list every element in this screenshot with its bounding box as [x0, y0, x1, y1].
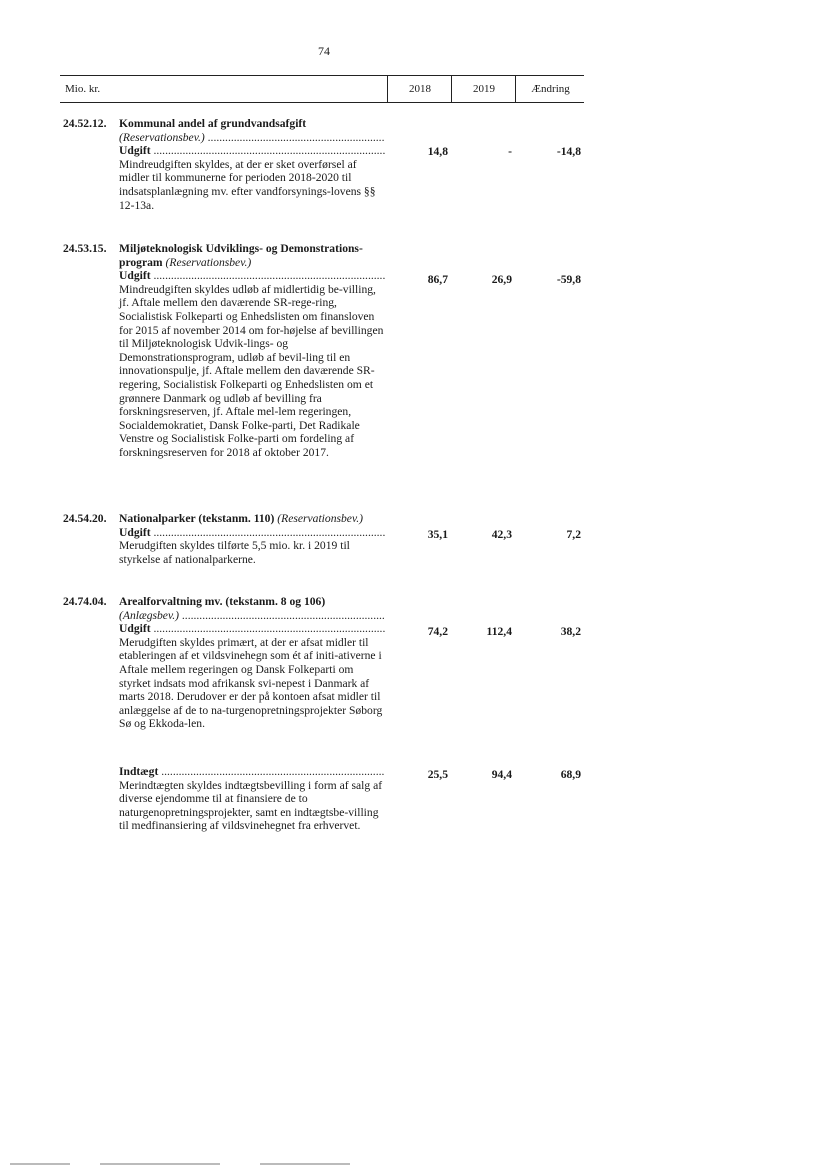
column-header-2019: 2019 — [451, 76, 516, 102]
entry-body — [119, 242, 385, 460]
row-description: Merudgiften skyldes primært, at der er afsat midler til etableringen af et vildsvinehegn som ét af initi-ativerne i Aftale mellem regeringen og Dansk Folkeparti om styrket indsats mod afrikansk svi-nepest i Danmark af marts 2018. Derudover er der på kontoen afsat midler til anlæggelse af de to na-turgenopretningsprojekter Søborg Sø og Ekkoda-len. — [119, 635, 383, 731]
row-description: Merindtægten skyldes indtægtsbevilling i form af salg af diverse ejendomme til at finansiere de to naturgenopretningsprojekter, samt en indtægtsbe-villing til medfinansiering af vildsvinehegnet fra erhvervet. — [119, 778, 383, 833]
appropriation-type: (Reservationsbev.) — [119, 130, 205, 144]
entry-title — [119, 512, 409, 526]
value-change: 38,2 — [560, 625, 581, 638]
row-description: Mindreudgiften skyldes udløb af midlertidig be-villing, jf. Aftale mellem den daværende SR-rege-ring, Socialistisk Folkeparti og Enhedslisten om finansloven for 2015 af november 2014 om for-højelse af bevillingen til Miljøteknologisk Udvik-lings- og Demonstrationsprogram, udløb af bevil-ling til en innovationspulje, jf. Aftale mellem den daværende SR-regering, Socialistisk Folkeparti og Enhedslisten om et grønnere Danmark og udløb af bevilling fra forskningsreserven, jf. Aftale mel-lem regeringen, Socialdemokratiet, Dansk Folke-parti, Det Radikale Venstre og Socialistisk Folke-parti om fordeling af forskningsreserven for 2018 af oktober 2017. — [119, 282, 384, 459]
row-label: Udgift — [119, 525, 151, 539]
entry-title — [119, 242, 385, 269]
row-label: Indtægt — [119, 765, 159, 778]
value-2018: 35,1 — [427, 528, 448, 541]
row-label-line — [119, 269, 385, 283]
row-description: Merudgiften skyldes tilførte 5,5 mio. kr. i 2019 til styrkelse af nationalparkerne. — [119, 539, 350, 566]
unit-label: Mio. kr. — [65, 83, 101, 95]
row-label-line — [119, 144, 385, 158]
entry-title-text: Miljøteknologisk Udviklings- og Demonstrations-program — [119, 242, 363, 269]
value-change: 68,9 — [560, 768, 581, 781]
account-code: 24.74.04. — [63, 595, 107, 608]
entry-type-line — [119, 609, 385, 623]
appropriation-type: (Reservationsbev.) — [277, 512, 363, 525]
entry-body — [119, 765, 385, 833]
entry-title: Kommunal andel af grundvandsafgift — [119, 117, 307, 130]
row-description: Mindreudgiften skyldes, at der er sket overførsel af midler til kommunerne for perioden 2018-2020 til indsatsplanlægning mv. efter vandforsynings-lovens §§ 12-13a. — [119, 157, 376, 212]
entry-body — [119, 512, 409, 566]
value-2019: 26,9 — [491, 273, 512, 286]
value-2019: 112,4 — [486, 625, 512, 638]
table-header — [60, 75, 584, 103]
value-2018: 25,5 — [427, 768, 448, 781]
entry-body — [119, 117, 385, 212]
row-label: Udgift — [119, 269, 151, 283]
row-label: Udgift — [119, 622, 151, 636]
value-2019: 94,4 — [491, 768, 512, 781]
account-code: 24.52.12. — [63, 117, 107, 130]
entry-title-text: Nationalparker (tekstanm. 110) — [119, 512, 275, 525]
value-change: -14,8 — [556, 145, 581, 158]
value-2018: 86,7 — [427, 273, 448, 286]
account-code: 24.53.15. — [63, 242, 107, 255]
row-label-line — [119, 526, 385, 540]
value-2018: 14,8 — [427, 145, 448, 158]
appropriation-type: (Anlægsbev.) — [119, 608, 179, 622]
row-label-line — [119, 765, 385, 779]
entry-type-line — [119, 131, 385, 145]
account-code: 24.54.20. — [63, 512, 107, 525]
entry-title: Arealforvaltning mv. (tekstanm. 8 og 106) — [119, 595, 326, 608]
column-header-2018: 2018 — [387, 76, 452, 102]
entry-body — [119, 595, 385, 731]
scan-edge-mark — [10, 1163, 70, 1165]
appropriation-type: (Reservationsbev.) — [165, 255, 252, 269]
scan-edge-mark — [100, 1163, 220, 1165]
column-header-change: Ændring — [515, 76, 585, 102]
scan-edge-mark — [260, 1163, 350, 1165]
value-change: 7,2 — [566, 528, 581, 541]
row-label: Udgift — [119, 144, 151, 158]
value-2019: 42,3 — [491, 528, 512, 541]
row-label-line — [119, 622, 385, 636]
value-2018: 74,2 — [427, 625, 448, 638]
value-2019: - — [508, 145, 512, 158]
value-change: -59,8 — [556, 273, 581, 286]
page-number: 74 — [318, 44, 330, 58]
